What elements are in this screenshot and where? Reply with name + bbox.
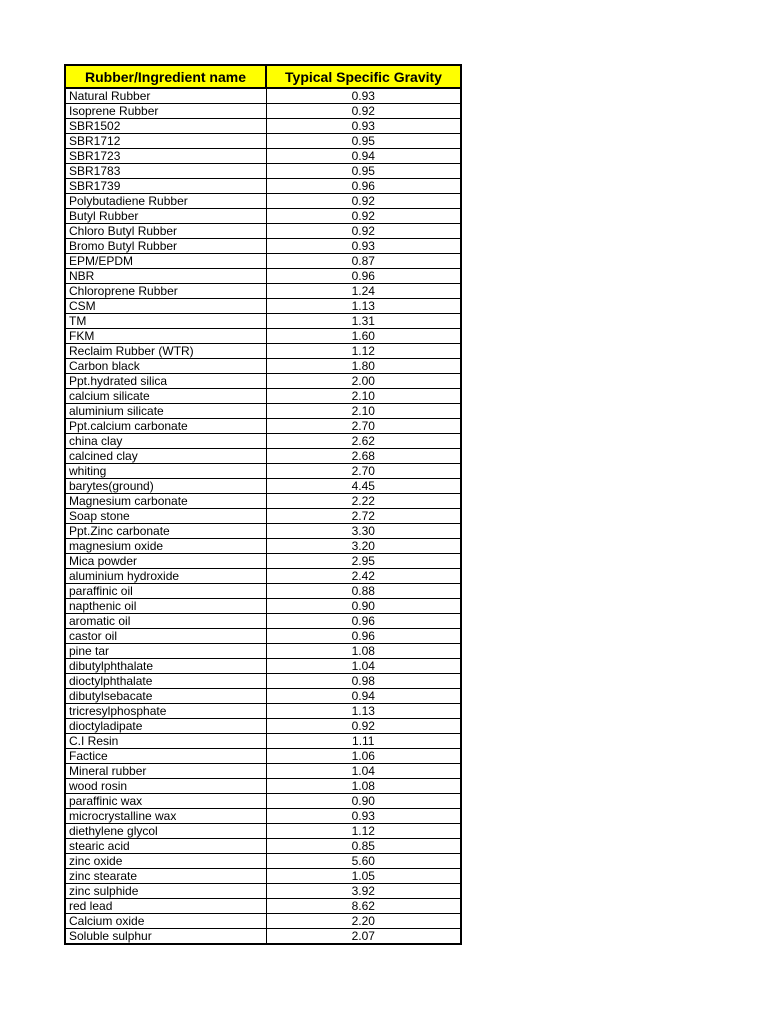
ingredient-name-cell: Butyl Rubber [65, 209, 266, 224]
ingredient-name-cell: castor oil [65, 629, 266, 644]
ingredient-name-cell: Calcium oxide [65, 914, 266, 929]
specific-gravity-cell: 2.68 [266, 449, 461, 464]
table-row [65, 719, 461, 734]
specific-gravity-cell: 1.31 [266, 314, 461, 329]
specific-gravity-cell: 2.10 [266, 404, 461, 419]
specific-gravity-cell: 1.04 [266, 659, 461, 674]
ingredient-name-cell: Mineral rubber [65, 764, 266, 779]
specific-gravity-cell: 0.95 [266, 134, 461, 149]
table-row [65, 569, 461, 584]
ingredient-name-cell: SBR1712 [65, 134, 266, 149]
ingredient-name-cell: tricresylphosphate [65, 704, 266, 719]
ingredient-name-cell: china clay [65, 434, 266, 449]
ingredient-name-cell: pine tar [65, 644, 266, 659]
ingredient-name-cell: calcined clay [65, 449, 266, 464]
ingredient-name-cell: dioctyladipate [65, 719, 266, 734]
table-row [65, 389, 461, 404]
specific-gravity-cell: 2.07 [266, 929, 461, 945]
ingredient-name-cell: dioctylphthalate [65, 674, 266, 689]
specific-gravity-cell: 1.13 [266, 704, 461, 719]
table-row [65, 344, 461, 359]
specific-gravity-cell: 3.30 [266, 524, 461, 539]
ingredient-name-cell: Natural Rubber [65, 88, 266, 104]
ingredient-name-cell: whiting [65, 464, 266, 479]
ingredient-name-cell: Ppt.calcium carbonate [65, 419, 266, 434]
ingredient-name-cell: zinc oxide [65, 854, 266, 869]
ingredient-name-cell: SBR1739 [65, 179, 266, 194]
table-row [65, 704, 461, 719]
specific-gravity-cell: 0.92 [266, 224, 461, 239]
table-row [65, 629, 461, 644]
table-row [65, 914, 461, 929]
ingredient-name-cell: napthenic oil [65, 599, 266, 614]
table-row [65, 824, 461, 839]
ingredient-name-cell: stearic acid [65, 839, 266, 854]
specific-gravity-cell: 1.80 [266, 359, 461, 374]
ingredient-name-cell: aluminium silicate [65, 404, 266, 419]
table-row [65, 284, 461, 299]
table-row [65, 149, 461, 164]
table-row [65, 479, 461, 494]
table-row [65, 494, 461, 509]
specific-gravity-cell: 2.95 [266, 554, 461, 569]
specific-gravity-cell: 1.08 [266, 779, 461, 794]
ingredient-name-cell: barytes(ground) [65, 479, 266, 494]
specific-gravity-cell: 0.92 [266, 194, 461, 209]
specific-gravity-cell: 0.93 [266, 88, 461, 104]
table-row [65, 839, 461, 854]
table-row [65, 194, 461, 209]
specific-gravity-cell: 1.13 [266, 299, 461, 314]
table-row [65, 164, 461, 179]
table-row [65, 554, 461, 569]
ingredient-name-cell: Reclaim Rubber (WTR) [65, 344, 266, 359]
specific-gravity-cell: 2.22 [266, 494, 461, 509]
ingredient-name-cell: zinc sulphide [65, 884, 266, 899]
ingredient-name-cell: dibutylsebacate [65, 689, 266, 704]
table-row [65, 659, 461, 674]
specific-gravity-cell: 1.05 [266, 869, 461, 884]
ingredient-name-cell: Mica powder [65, 554, 266, 569]
specific-gravity-cell: 2.10 [266, 389, 461, 404]
specific-gravity-cell: 1.60 [266, 329, 461, 344]
specific-gravity-cell: 0.96 [266, 614, 461, 629]
specific-gravity-cell: 0.93 [266, 809, 461, 824]
table-row [65, 584, 461, 599]
ingredient-name-cell: aromatic oil [65, 614, 266, 629]
ingredient-name-cell: aluminium hydroxide [65, 569, 266, 584]
specific-gravity-cell: 0.87 [266, 254, 461, 269]
table-row [65, 854, 461, 869]
ingredient-name-cell: NBR [65, 269, 266, 284]
header-specific-gravity: Typical Specific Gravity [266, 65, 461, 88]
table-row [65, 764, 461, 779]
ingredient-name-cell: Carbon black [65, 359, 266, 374]
ingredient-name-cell: Isoprene Rubber [65, 104, 266, 119]
ingredient-name-cell: Bromo Butyl Rubber [65, 239, 266, 254]
specific-gravity-cell: 1.12 [266, 824, 461, 839]
table-row [65, 929, 461, 945]
ingredient-name-cell: Soap stone [65, 509, 266, 524]
table-row [65, 209, 461, 224]
specific-gravity-cell: 2.70 [266, 419, 461, 434]
header-ingredient-name: Rubber/Ingredient name [65, 65, 266, 88]
table-row [65, 449, 461, 464]
specific-gravity-cell: 1.06 [266, 749, 461, 764]
ingredient-name-cell: diethylene glycol [65, 824, 266, 839]
table-row [65, 329, 461, 344]
table-row [65, 749, 461, 764]
specific-gravity-table [64, 64, 462, 945]
table-row [65, 269, 461, 284]
table-row [65, 314, 461, 329]
ingredient-name-cell: red lead [65, 899, 266, 914]
table-row [65, 794, 461, 809]
table-row [65, 464, 461, 479]
specific-gravity-cell: 1.12 [266, 344, 461, 359]
ingredient-name-cell: TM [65, 314, 266, 329]
specific-gravity-cell: 1.08 [266, 644, 461, 659]
table-row [65, 614, 461, 629]
specific-gravity-cell: 2.72 [266, 509, 461, 524]
specific-gravity-cell: 2.62 [266, 434, 461, 449]
table-row [65, 899, 461, 914]
specific-gravity-cell: 0.88 [266, 584, 461, 599]
specific-gravity-cell: 0.92 [266, 104, 461, 119]
ingredient-name-cell: dibutylphthalate [65, 659, 266, 674]
table-row [65, 359, 461, 374]
specific-gravity-cell: 0.96 [266, 629, 461, 644]
specific-gravity-cell: 0.96 [266, 179, 461, 194]
specific-gravity-cell: 0.93 [266, 239, 461, 254]
specific-gravity-cell: 0.90 [266, 794, 461, 809]
ingredient-name-cell: Ppt.hydrated silica [65, 374, 266, 389]
ingredient-name-cell: SBR1783 [65, 164, 266, 179]
table-row [65, 884, 461, 899]
ingredient-name-cell: Chloro Butyl Rubber [65, 224, 266, 239]
specific-gravity-cell: 8.62 [266, 899, 461, 914]
ingredient-name-cell: calcium silicate [65, 389, 266, 404]
table-row [65, 134, 461, 149]
table-row [65, 644, 461, 659]
specific-gravity-cell: 0.92 [266, 719, 461, 734]
specific-gravity-cell: 0.90 [266, 599, 461, 614]
table-row [65, 869, 461, 884]
ingredient-name-cell: zinc stearate [65, 869, 266, 884]
specific-gravity-cell: 0.95 [266, 164, 461, 179]
table-row [65, 689, 461, 704]
specific-gravity-cell: 1.24 [266, 284, 461, 299]
specific-gravity-cell: 2.20 [266, 914, 461, 929]
table-row [65, 224, 461, 239]
specific-gravity-cell: 0.92 [266, 209, 461, 224]
specific-gravity-cell: 2.70 [266, 464, 461, 479]
specific-gravity-cell: 2.42 [266, 569, 461, 584]
table-row [65, 104, 461, 119]
specific-gravity-cell: 3.92 [266, 884, 461, 899]
ingredient-name-cell: CSM [65, 299, 266, 314]
table-row [65, 404, 461, 419]
table-row [65, 299, 461, 314]
ingredient-name-cell: microcrystalline wax [65, 809, 266, 824]
ingredient-name-cell: magnesium oxide [65, 539, 266, 554]
specific-gravity-cell: 3.20 [266, 539, 461, 554]
specific-gravity-cell: 5.60 [266, 854, 461, 869]
table-row [65, 509, 461, 524]
ingredient-name-cell: Soluble sulphur [65, 929, 266, 945]
table-row [65, 539, 461, 554]
specific-gravity-cell: 1.11 [266, 734, 461, 749]
ingredient-name-cell: paraffinic oil [65, 584, 266, 599]
table-row [65, 809, 461, 824]
specific-gravity-cell: 0.94 [266, 149, 461, 164]
specific-gravity-cell: 0.96 [266, 269, 461, 284]
table-row [65, 734, 461, 749]
table-body [65, 88, 461, 944]
ingredient-name-cell: EPM/EPDM [65, 254, 266, 269]
table-row [65, 179, 461, 194]
ingredient-name-cell: Magnesium carbonate [65, 494, 266, 509]
ingredient-name-cell: Polybutadiene Rubber [65, 194, 266, 209]
ingredient-name-cell: wood rosin [65, 779, 266, 794]
specific-gravity-cell: 4.45 [266, 479, 461, 494]
ingredient-name-cell: Ppt.Zinc carbonate [65, 524, 266, 539]
table-row [65, 239, 461, 254]
ingredient-name-cell: Chloroprene Rubber [65, 284, 266, 299]
table-row [65, 119, 461, 134]
ingredient-name-cell: SBR1502 [65, 119, 266, 134]
table-row [65, 434, 461, 449]
table-row [65, 88, 461, 104]
table-row [65, 779, 461, 794]
ingredient-name-cell: FKM [65, 329, 266, 344]
table-header-row [65, 65, 461, 88]
table-row [65, 599, 461, 614]
specific-gravity-cell: 2.00 [266, 374, 461, 389]
ingredient-name-cell: C.I Resin [65, 734, 266, 749]
specific-gravity-cell: 0.98 [266, 674, 461, 689]
table-row [65, 524, 461, 539]
table-row [65, 374, 461, 389]
table-row [65, 254, 461, 269]
specific-gravity-cell: 0.94 [266, 689, 461, 704]
specific-gravity-cell: 0.93 [266, 119, 461, 134]
table-row [65, 674, 461, 689]
ingredient-name-cell: SBR1723 [65, 149, 266, 164]
ingredient-name-cell: paraffinic wax [65, 794, 266, 809]
table-row [65, 419, 461, 434]
specific-gravity-cell: 0.85 [266, 839, 461, 854]
ingredient-name-cell: Factice [65, 749, 266, 764]
specific-gravity-cell: 1.04 [266, 764, 461, 779]
